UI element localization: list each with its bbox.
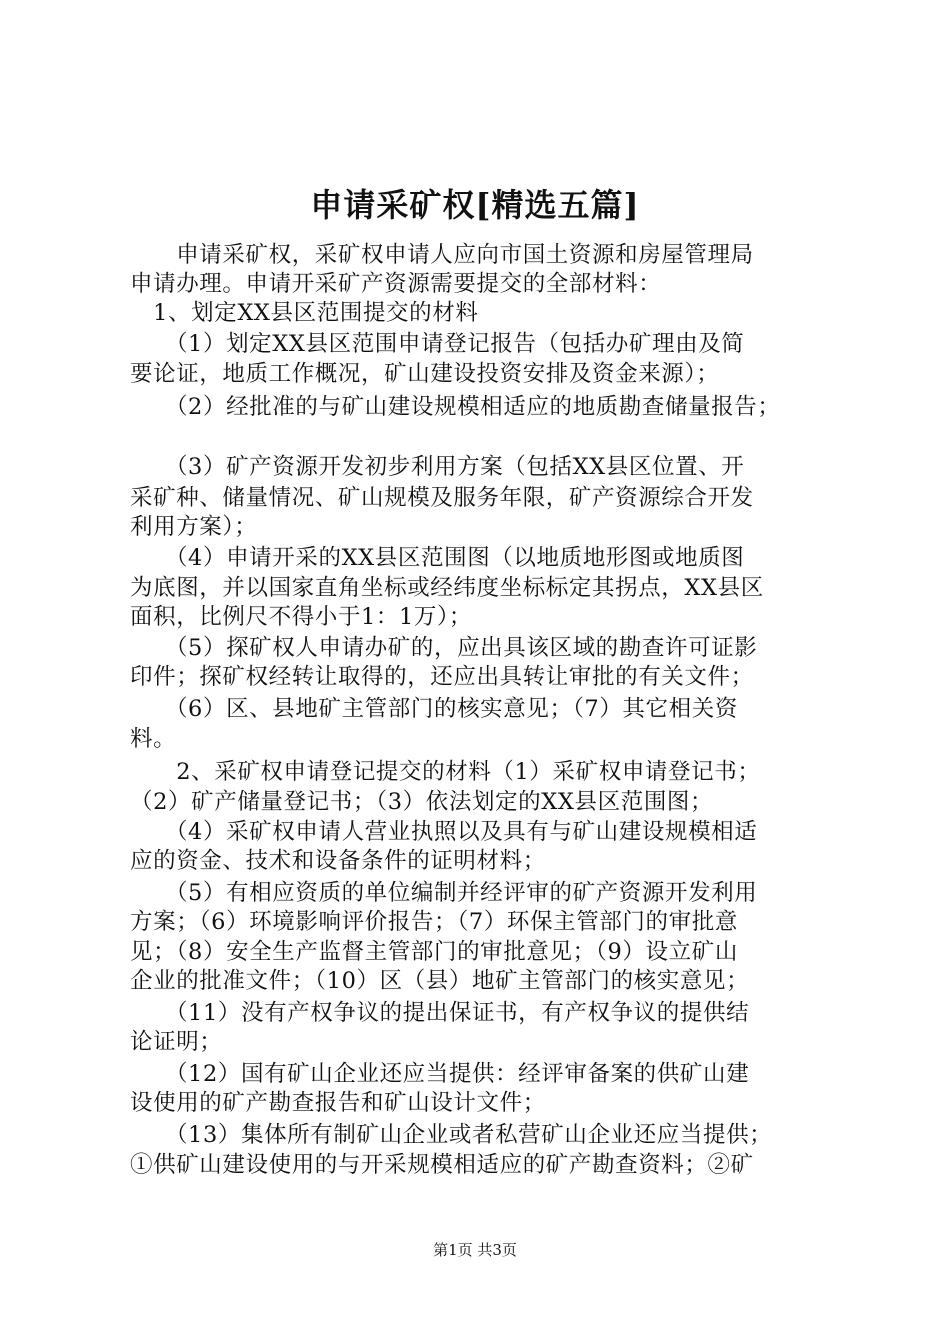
body-line: 采矿种、储量情况、矿山规模及服务年限，矿产资源综合开发 bbox=[130, 485, 754, 511]
body-line: 要论证，地质工作概况，矿山建设投资安排及资金来源）； bbox=[130, 361, 720, 387]
body-line: （5）有相应资质的单位编制并经评审的矿产资源开发利用 bbox=[130, 880, 758, 906]
body-line: （4）申请开采的XX县区范围图（以地质地形图或地质图 bbox=[130, 545, 745, 571]
body-line: 设使用的矿产勘查报告和矿山设计文件； bbox=[130, 1090, 546, 1116]
body-line: 为底图，并以国家直角坐标或经纬度坐标标定其拐点，XX县区 bbox=[130, 575, 764, 601]
body-line: 利用方案）； bbox=[130, 514, 258, 540]
body-line: 1、划定XX县区范围提交的材料 bbox=[130, 300, 479, 326]
body-line: 料。 bbox=[130, 726, 177, 752]
body-line: ①供矿山建设使用的与开采规模相适应的矿产勘查资料；②矿 bbox=[130, 1152, 754, 1178]
body-line: 申请办理。申请开采矿产资源需要提交的全部材料： bbox=[130, 271, 662, 297]
body-line: 2、采矿权申请登记提交的材料（1）采矿权申请登记书； bbox=[130, 759, 761, 785]
body-line: 面积，比例尺不得小于1：1万）； bbox=[130, 604, 472, 630]
body-line: 方案；（6）环境影响评价报告；（7）环保主管部门的审批意 bbox=[130, 909, 738, 935]
body-line: （2）经批准的与矿山建设规模相适应的地质勘查储量报告； bbox=[130, 394, 781, 420]
body-line: 应的资金、技术和设备条件的证明材料； bbox=[130, 848, 546, 874]
body-line: （2）矿产储量登记书；（3）依法划定的XX县区范围图； bbox=[130, 789, 714, 815]
body-line: （12）国有矿山企业还应当提供：经评审备案的供矿山建 bbox=[130, 1061, 750, 1087]
body-line: （11）没有产权争议的提出保证书，有产权争议的提供结 bbox=[130, 1000, 750, 1026]
body-line: （1）划定XX县区范围申请登记报告（包括办矿理由及简 bbox=[130, 331, 745, 357]
body-line: 企业的批准文件；（10）区（县）地矿主管部门的核实意见； bbox=[130, 968, 750, 994]
body-line: （13）集体所有制矿山企业或者私营矿山企业还应当提供； bbox=[130, 1122, 773, 1148]
body-line: （6）区、县地矿主管部门的核实意见；（7）其它相关资 bbox=[130, 696, 738, 722]
body-line: （5）探矿权人申请办矿的，应出具该区域的勘查许可证影 bbox=[130, 635, 758, 661]
document-title: 申请采矿权[精选五篇] bbox=[310, 186, 640, 224]
body-line: 申请采矿权，采矿权申请人应向市国土资源和房屋管理局 bbox=[130, 242, 754, 268]
body-line: 见；（8）安全生产监督主管部门的审批意见；（9）设立矿山 bbox=[130, 939, 738, 965]
body-line: 论证明； bbox=[130, 1029, 223, 1055]
body-line: （3）矿产资源开发初步利用方案（包括XX县区位置、开 bbox=[130, 454, 745, 480]
body-line: 印件；探矿权经转让取得的，还应出具转让审批的有关文件； bbox=[130, 664, 754, 690]
body-line: （4）采矿权申请人营业执照以及具有与矿山建设规模相适 bbox=[130, 819, 758, 845]
page-number-footer: 第1页 共3页 bbox=[433, 1241, 517, 1259]
